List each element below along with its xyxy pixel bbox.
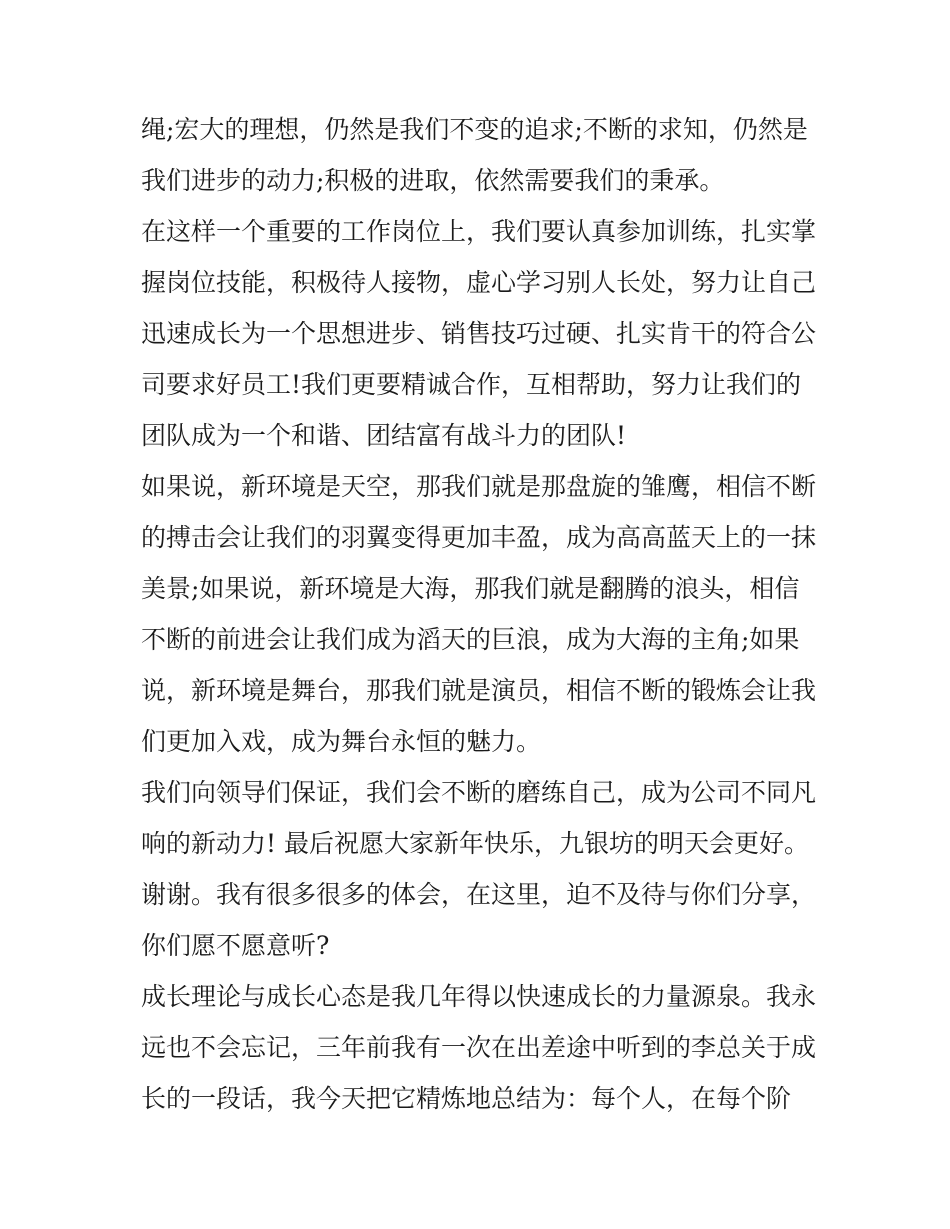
text-line: 们更加入戏，成为舞台永恒的魅力。 [141,727,542,756]
text-line: 迅速成长为一个思想进步、销售技巧过硬、扎实肯干的符合公 [141,319,817,348]
text-line: 握岗位技能，积极待人接物，虚心学习别人长处，努力让自己 [141,268,817,297]
text-line: 绳;宏大的理想，仍然是我们不变的追求;不断的求知，仍然是 [141,115,808,144]
text-line: 成长理论与成长心态是我几年得以快速成长的力量源泉。我永 [141,982,817,1011]
text-line: 响的新动力! 最后祝愿大家新年快乐，九银坊的明天会更好。 [141,829,809,858]
text-line: 我们进步的动力;积极的进取，依然需要我们的秉承。 [141,166,725,195]
text-line: 远也不会忘记，三年前我有一次在出差途中听到的李总关于成 [141,1033,817,1062]
text-line: 不断的前进会让我们成为滔天的巨浪，成为大海的主角;如果 [141,625,800,654]
text-line: 如果说，新环境是天空，那我们就是那盘旋的雏鹰，相信不断 [141,472,817,501]
text-line: 美景;如果说，新环境是大海，那我们就是翻腾的浪头，相信 [141,574,800,603]
text-line: 你们愿不愿意听? [141,931,330,960]
text-line: 谢谢。我有很多很多的体会，在这里，迫不及待与你们分享， [141,880,817,909]
text-line: 在这样一个重要的工作岗位上，我们要认真参加训练，扎实掌 [141,217,817,246]
text-line: 我们向领导们保证，我们会不断的磨练自己，成为公司不同凡 [141,778,817,807]
text-line: 说，新环境是舞台，那我们就是演员，相信不断的锻炼会让我 [141,676,817,705]
text-line: 长的一段话，我今天把它精炼地总结为：每个人，在每个阶 [141,1084,792,1113]
text-line: 团队成为一个和谐、团结富有战斗力的团队! [141,421,627,450]
text-line: 司要求好员工!我们更要精诚合作，互相帮助，努力让我们的 [141,370,802,399]
document-body [141,104,821,1124]
text-line: 的搏击会让我们的羽翼变得更加丰盈，成为高高蓝天上的一抹 [141,523,817,552]
